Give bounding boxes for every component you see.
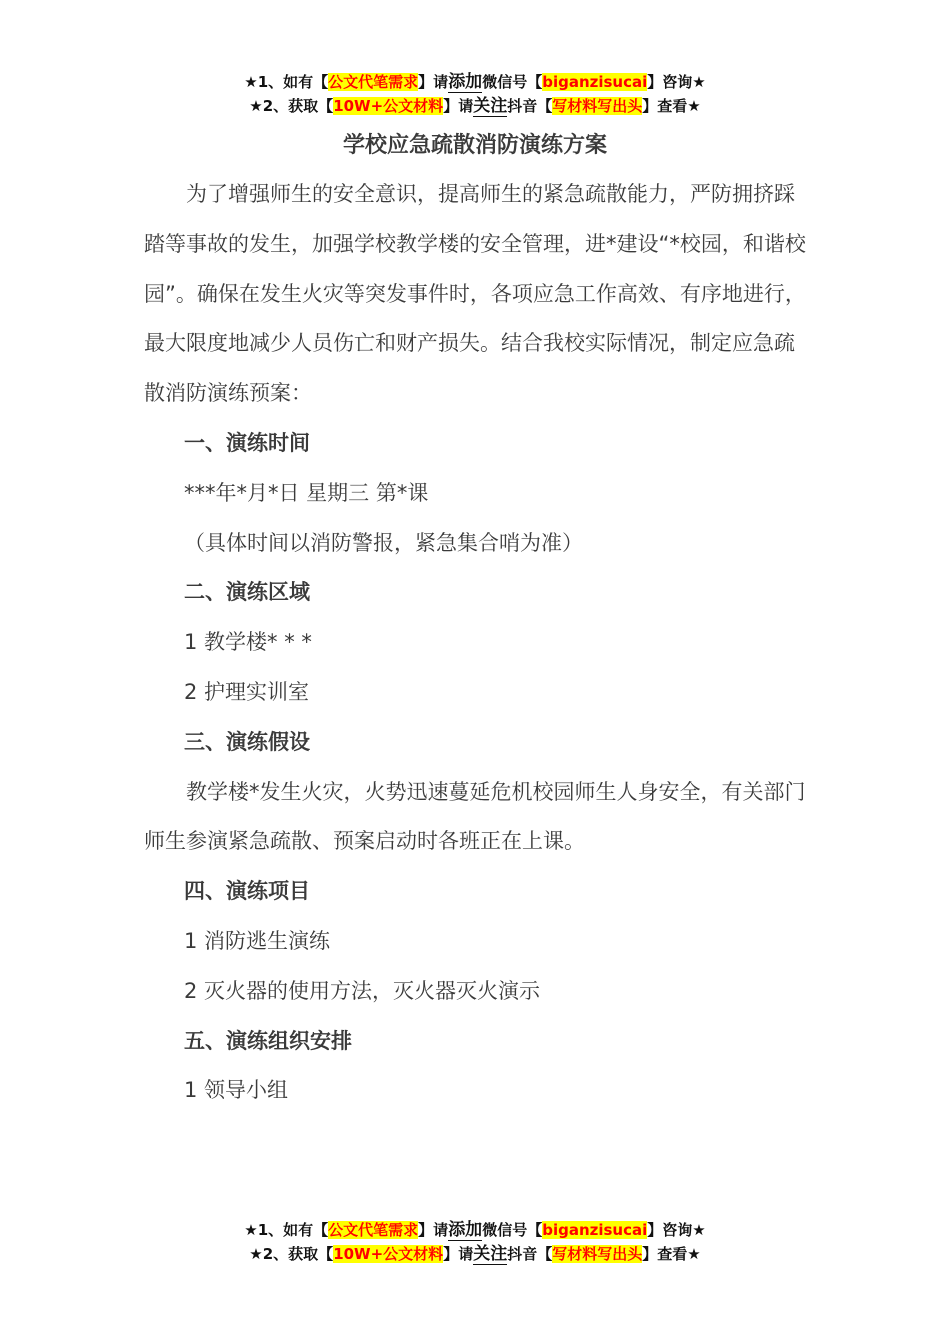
section-heading-scenario: 三、演练假设: [184, 729, 310, 754]
section-heading-organization: 五、演练组织安排: [184, 1028, 352, 1053]
banner-text: 】咨询★: [647, 1221, 706, 1239]
banner-highlight: 公文代笔需求: [328, 1221, 419, 1239]
section-heading-items: 四、演练项目: [184, 879, 310, 904]
section-heading-time: 一、演练时间: [184, 430, 310, 455]
banner-emphasis: 添加: [448, 72, 483, 92]
banner-text: ★2、获取【: [249, 1245, 334, 1263]
banner-highlight: biganzisucai: [542, 1221, 648, 1239]
area-item-1: 1 教学楼* * *: [184, 630, 312, 655]
banner-emphasis: 添加: [448, 1220, 483, 1240]
banner-text: 】请: [418, 73, 449, 91]
banner-emphasis: 关注: [473, 96, 508, 116]
banner-text: 抖音【: [507, 97, 553, 115]
banner-text: 】请: [443, 97, 474, 115]
header-banner: [0, 70, 950, 118]
banner-line-2: [0, 1242, 950, 1266]
banner-text: ★2、获取【: [249, 97, 334, 115]
section-heading-area: 二、演练区域: [184, 580, 310, 605]
banner-text: 】查看★: [642, 1245, 701, 1263]
banner-highlight: 写材料写出头: [552, 97, 643, 115]
banner-text: ★1、如有【: [244, 73, 329, 91]
area-item-2: 2 护理实训室: [184, 679, 310, 704]
banner-emphasis: 关注: [473, 1244, 508, 1264]
document-title: 学校应急疏散消防演练方案: [342, 133, 607, 158]
banner-line-2: [0, 94, 950, 118]
banner-highlight: 写材料写出头: [552, 1245, 643, 1263]
banner-text: ★1、如有【: [244, 1221, 329, 1239]
drill-item-2: 2 灭火器的使用方法，灭火器灭火演示: [184, 978, 541, 1003]
document-body: [144, 170, 808, 1116]
banner-text: 】查看★: [642, 97, 701, 115]
banner-text: 】请: [443, 1245, 474, 1263]
banner-text: 】咨询★: [647, 73, 706, 91]
banner-line-1: [0, 70, 950, 94]
organization-item-1: 1 领导小组: [184, 1078, 289, 1103]
banner-text: 抖音【: [507, 1245, 553, 1263]
drill-time-note: （具体时间以消防警报，紧急集合哨为准）: [184, 530, 583, 555]
drill-item-1: 1 消防逃生演练: [184, 928, 331, 953]
footer-banner: [0, 1218, 950, 1266]
banner-highlight: biganzisucai: [542, 73, 648, 91]
banner-text: 微信号【: [482, 1221, 543, 1239]
banner-line-1: [0, 1218, 950, 1242]
banner-text: 微信号【: [482, 73, 543, 91]
banner-text: 】请: [418, 1221, 449, 1239]
scenario-paragraph: 教学楼*发生火灾，火势迅速蔓延危机校园师生人身安全，有关部门师生参演紧急疏散、预案启动时各班正在上课。: [144, 779, 806, 854]
banner-highlight: 10W+公文材料: [333, 1245, 444, 1263]
banner-highlight: 10W+公文材料: [333, 97, 444, 115]
banner-highlight: 公文代笔需求: [328, 73, 419, 91]
drill-time-text: ***年*月*日 星期三 第*课: [184, 480, 429, 505]
intro-paragraph: 为了增强师生的安全意识，提高师生的紧急疏散能力，严防拥挤踩踏等事故的发生，加强学校教学楼的安全管理，进*建设“*校园，和谐校园”。确保在发生火灾等突发事件时，各项应急工作高效、有序地进行，最大限度地减少人员伤亡和财产损失。结合我校实际情况，制定应急疏散消防演练预案：: [144, 182, 806, 406]
